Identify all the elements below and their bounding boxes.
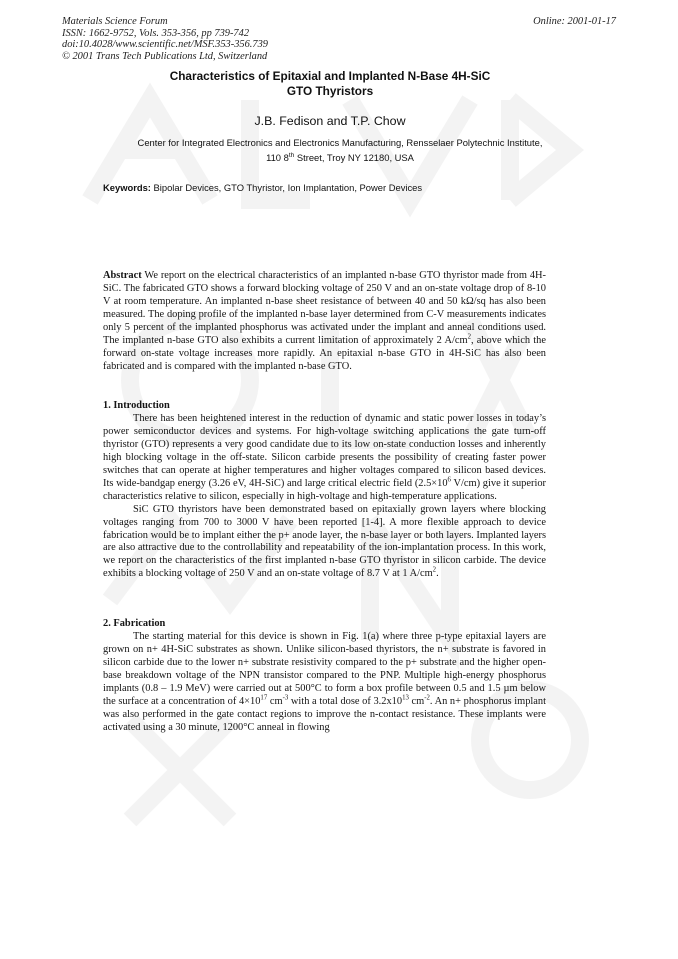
paper-title-line-2: GTO Thyristors — [286, 84, 374, 98]
copyright-line: © 2001 Trans Tech Publications Ltd, Switzerland — [62, 50, 268, 62]
publication-metadata — [62, 16, 268, 62]
keywords-label: Keywords: — [103, 182, 151, 193]
section-heading-introduction: 1. Introduction — [103, 400, 170, 411]
section-heading-fabrication: 2. Fabrication — [103, 618, 166, 629]
abstract-section — [103, 270, 546, 374]
fabrication-section — [103, 618, 546, 735]
keywords-list: Bipolar Devices, GTO Thyristor, Ion Implantation, Power Devices — [150, 182, 423, 193]
fabrication-paragraph: The starting material for this device is shown in Fig. 1(a) where three p-type epitaxial layers are grown on n+ 4H-SiC substrates as shown. Unlike silicon-based thyristors, the n+ substrate is favored in silicon carbide due to the lower n+ substrate resistivity compared to the p+ substrate and the higher open-base breakdown voltage of the NPN transistor compared to the PNP. Multiple high-energy phosphorus implants (0.8 – 1.9 MeV) were carried out at 500°C to form a box profile between 0.5 and 1.5 µm below the surface at a concentration of $4\times 10^{17}$ $cm^{-3}$ with a total dose of $3.2x10^{13}$ $cm^{-2}$. An n+ phosphorus implant was also performed in the gate contact regions to improve the n-contact resistance. These implants were activated using a 30 minute, 1200°C anneal in flowing — [103, 630, 546, 733]
paper-title-line-1: Characteristics of Epitaxial and Implanted N-Base 4H-SiC — [169, 69, 491, 83]
introduction-section — [103, 400, 546, 581]
authors: J.B. Fedison and T.P. Chow — [254, 114, 406, 128]
affiliation-line-2: 110 8th Street, Troy NY 12180, USA — [266, 152, 414, 164]
issn-line: ISSN: 1662-9752, Vols. 353-356, pp 739-742 — [62, 27, 250, 39]
keywords-line — [103, 182, 422, 193]
introduction-paragraph-1: There has been heightened interest in the reduction of dynamic and static power losses in today’s power semiconductor devices and systems. For high-voltage switching applications the gate turn-off thyristor (GTO) represents a very good candidate due to its low on-state conduction losses and inherently high blocking voltage in the off-state. Silicon carbide presents the possibility of creating faster power switches that can operate at higher temperatures and higher voltages compared to silicon based devices. Its wide-bandgap energy (3.26 eV, 4H-SiC) and large critical electric field ($2.5\times 10^6$ V/cm) give it superior characteristics relative to silicon, especially in high-voltage and high-temperature applications. — [103, 412, 546, 502]
abstract-text: Abstract We report on the electrical characteristics of an implanted n-base GTO thyristor made from 4H-SiC. The fabricated GTO shows a forward blocking voltage of 250 V and an on-state voltage drop of 8-10 V at room temperature. An implanted n-base sheet resistance of between 40 and 50 kΩ/sq has also been measured. The doping profile of the implanted n-base layer determined from C-V measurements indicates only 5 percent of the implanted phosphorus was activated under the implant and anneal conditions used. The implanted n-base GTO also exhibits a current limitation of approximately 2 $A/cm^2$, above which the forward on-state voltage increases more rapidly. An epitaxial n-base GTO in 4H-SiC has also been fabricated and is compared with the implanted n-base GTO. — [103, 270, 546, 372]
abstract-label: Abstract — [103, 270, 142, 281]
journal-name: Materials Science Forum — [62, 16, 168, 27]
online-date: Online: 2001-01-17 — [533, 16, 616, 27]
doi-link[interactable]: doi:10.4028/www.scientific.net/MSF.353-356.739 — [62, 39, 268, 51]
introduction-paragraph-2: SiC GTO thyristors have been demonstrated based on epitaxially grown layers where blocking voltages ranging from 700 to 3000 V have been reported [1-4]. A more flexible approach to device fabrication would be to implant either the p+ anode layer, the n-base layer or both layers. Implanted layers are also attractive due to the controllability and repeatability of the ion-implantation process. In this work, we report on the characteristics of the first implanted n-base GTO thyristor in silicon carbide. The device exhibits a blocking voltage of 250 V and an on-state voltage of 8.7 V at 1 $A/cm^2$. — [103, 503, 546, 580]
affiliation-line-1: Center for Integrated Electronics and Electronics Manufacturing, Rensselaer Polytechnic Institute, — [137, 137, 543, 148]
